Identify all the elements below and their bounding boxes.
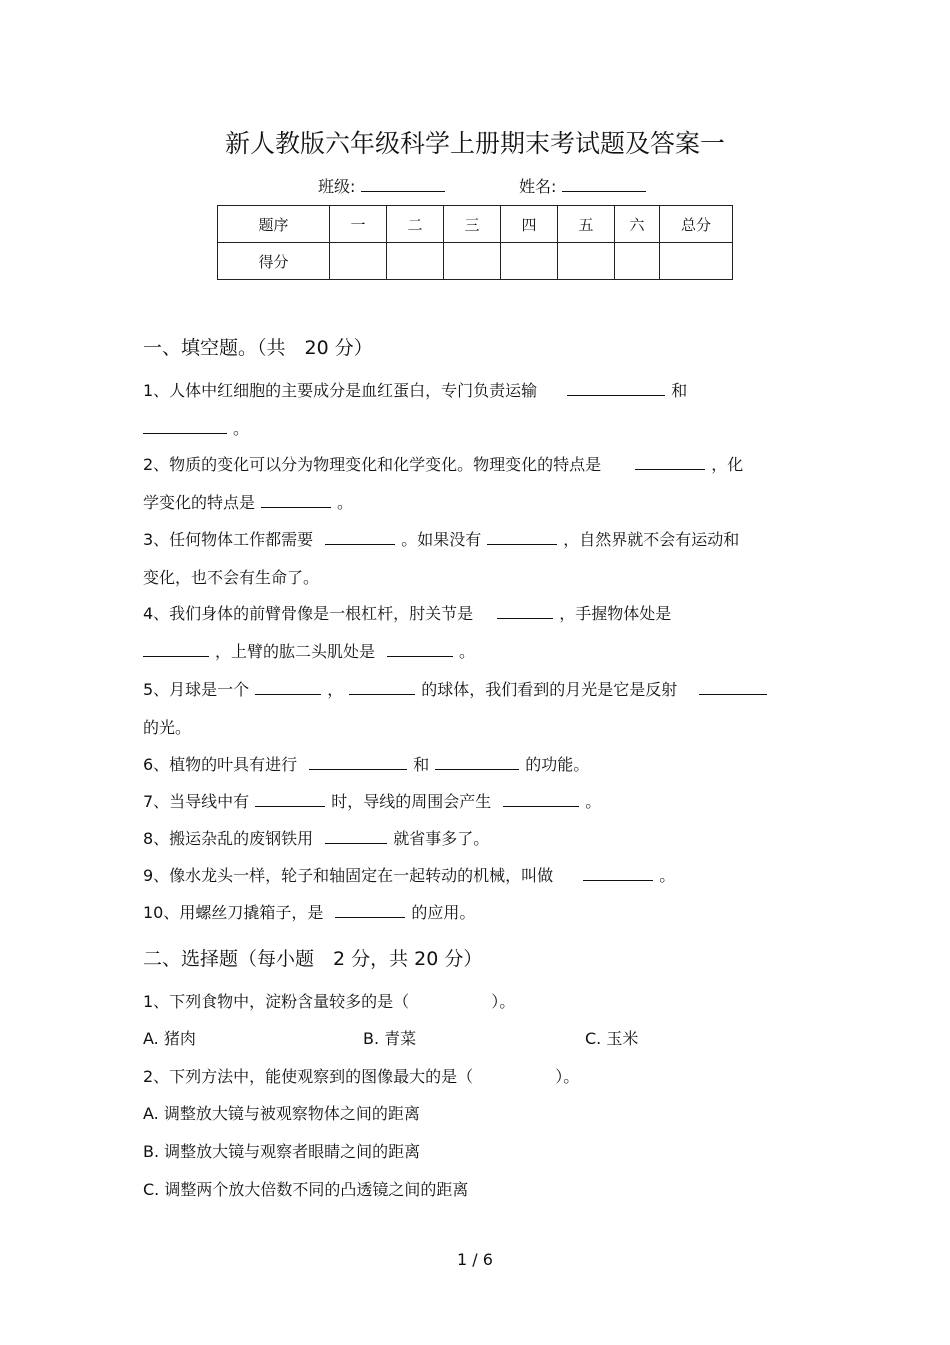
question-text: ，手握物体处是 <box>559 604 672 623</box>
score-table-header-cell: 题序 <box>218 206 330 243</box>
question-text: 9、像水龙头一样，轮子和轴固定在一起转动的机械，叫做 <box>143 866 554 885</box>
question-1-2 <box>143 452 743 475</box>
page-number: 1 / 6 <box>457 1250 493 1269</box>
question-text: ，上臂的肱二头肌处是 <box>215 642 376 661</box>
answer-blank <box>255 680 321 695</box>
score-table-header-row <box>218 206 733 243</box>
question-1-1 <box>143 378 687 401</box>
question-text: 的应用。 <box>411 903 476 922</box>
question-text: 。 <box>337 493 354 512</box>
answer-blank <box>487 530 557 545</box>
answer-blank <box>699 680 767 695</box>
name-blank <box>562 177 646 192</box>
score-table-header-cell: 总分 <box>660 206 733 243</box>
option-2-2-c: C. 调整两个放大倍数不同的凸透镜之间的距离 <box>143 1180 469 1199</box>
question-text: 10、用螺丝刀撬箱子，是 <box>143 903 324 922</box>
question-text: 时，导线的周围会产生 <box>331 792 492 811</box>
answer-blank <box>255 792 325 807</box>
score-cell <box>330 243 387 280</box>
name-field <box>519 174 652 197</box>
option-2-2-b: B. 调整放大镜与观察者眼睛之间的距离 <box>143 1142 421 1161</box>
question-text: 1、下列食物中，淀粉含量较多的是（ <box>143 992 410 1011</box>
question-1-4 <box>143 601 671 624</box>
answer-blank <box>335 903 405 918</box>
answer-blank <box>143 642 209 657</box>
question-text: 2、物质的变化可以分为物理变化和化学变化。物理变化的特点是 <box>143 455 602 474</box>
score-table-header-cell: 二 <box>387 206 444 243</box>
question-text: 。 <box>459 642 476 661</box>
answer-blank <box>387 642 453 657</box>
question-text: 学变化的特点是 <box>143 493 256 512</box>
answer-blank <box>567 381 665 396</box>
question-text: ，自然界就不会有运动和 <box>563 530 740 549</box>
question-2-1 <box>143 989 515 1012</box>
option-2-1-a: A. 猪肉 <box>143 1029 196 1048</box>
answer-blank <box>143 419 227 434</box>
question-2-2 <box>143 1064 579 1087</box>
answer-blank <box>349 680 415 695</box>
class-label: 班级: <box>318 177 356 196</box>
question-text: 和 <box>671 381 688 400</box>
section1-title: 一、填空题。（共 20 分） <box>143 337 373 359</box>
score-cell <box>615 243 660 280</box>
score-cell <box>501 243 558 280</box>
answer-blank <box>325 530 395 545</box>
score-table-row-label: 得分 <box>218 243 330 280</box>
score-table-header-cell: 四 <box>501 206 558 243</box>
question-text: 1、人体中红细胞的主要成分是血红蛋白，专门负责运输 <box>143 381 538 400</box>
question-1-9 <box>143 863 675 886</box>
score-table-score-row <box>218 243 733 280</box>
question-text: ）。 <box>555 1067 580 1086</box>
answer-blank <box>261 493 331 508</box>
question-text: 8、搬运杂乱的废钢铁用 <box>143 829 314 848</box>
question-text: 3、任何物体工作都需要 <box>143 530 314 549</box>
question-1-8 <box>143 826 489 849</box>
question-text: 的球体，我们看到的月光是它是反射 <box>421 680 678 699</box>
question-text: 。如果没有 <box>401 530 482 549</box>
score-cell <box>444 243 501 280</box>
question-1-3-cont: 变化，也不会有生命了。 <box>143 568 320 587</box>
question-1-5-cont: 的光。 <box>143 718 192 737</box>
score-cell <box>558 243 615 280</box>
name-label: 姓名: <box>519 177 557 196</box>
question-1-7 <box>143 789 601 812</box>
question-text: 4、我们身体的前臂骨像是一根杠杆，肘关节是 <box>143 604 474 623</box>
answer-blank <box>583 866 653 881</box>
option-2-1-c: C. 玉米 <box>585 1029 639 1048</box>
question-1-1-cont <box>143 416 249 439</box>
question-1-5 <box>143 677 773 700</box>
answer-blank <box>309 755 407 770</box>
question-text: ， <box>327 680 344 699</box>
question-1-10 <box>143 900 475 923</box>
question-text: ，化 <box>711 455 744 474</box>
question-text: 和 <box>413 755 430 774</box>
question-text: ）。 <box>491 992 516 1011</box>
question-1-4-cont <box>143 639 475 662</box>
question-text: 5、月球是一个 <box>143 680 250 699</box>
score-table-header-cell: 一 <box>330 206 387 243</box>
option-2-2-a: A. 调整放大镜与被观察物体之间的距离 <box>143 1104 420 1123</box>
question-text: 就省事多了。 <box>393 829 490 848</box>
answer-blank <box>325 829 387 844</box>
section2-title: 二、选择题（每小题 2 分，共 20 分） <box>143 948 483 970</box>
score-table-header-cell: 六 <box>615 206 660 243</box>
question-text: 6、植物的叶具有进行 <box>143 755 298 774</box>
question-1-6 <box>143 752 589 775</box>
question-text: 2、下列方法中，能使观察到的图像最大的是（ <box>143 1067 474 1086</box>
question-text: 的功能。 <box>525 755 590 774</box>
score-cell <box>387 243 444 280</box>
question-text: 。 <box>659 866 676 885</box>
question-1-3 <box>143 527 739 550</box>
class-field <box>318 174 451 197</box>
option-2-1-b: B. 青菜 <box>363 1029 417 1048</box>
answer-blank <box>503 792 579 807</box>
answer-blank <box>497 604 553 619</box>
question-text: 。 <box>585 792 602 811</box>
answer-blank <box>635 455 705 470</box>
answer-blank <box>435 755 519 770</box>
question-text: 。 <box>233 419 250 438</box>
question-1-2-cont <box>143 490 353 513</box>
class-blank <box>361 177 445 192</box>
score-table-header-cell: 三 <box>444 206 501 243</box>
score-table-header-cell: 五 <box>558 206 615 243</box>
document-title: 新人教版六年级科学上册期末考试题及答案一 <box>224 129 725 158</box>
question-text: 7、当导线中有 <box>143 792 250 811</box>
score-table <box>217 205 733 280</box>
score-cell <box>660 243 733 280</box>
